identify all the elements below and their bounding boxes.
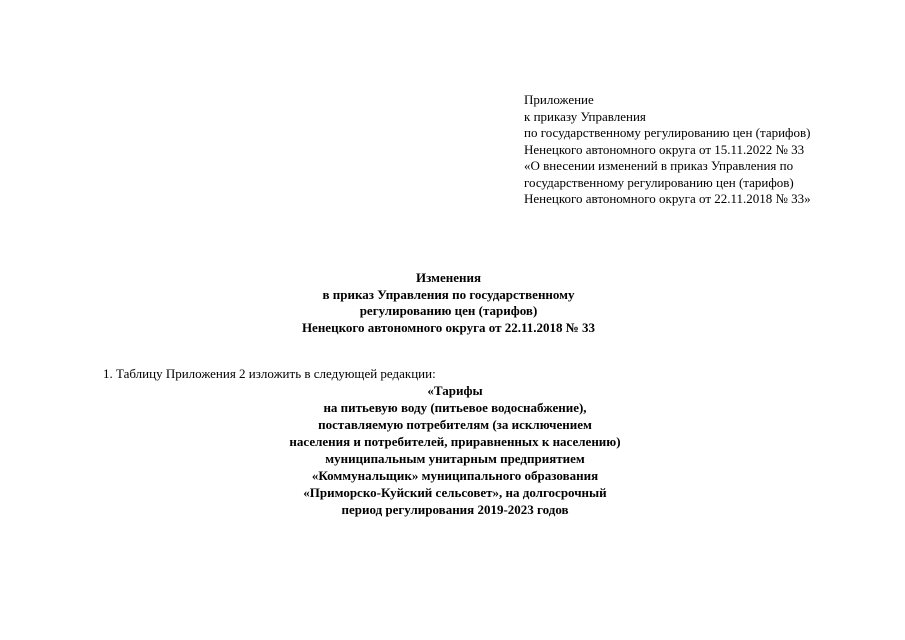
tariff-heading-line: поставляемую потребителям (за исключением <box>318 417 592 432</box>
appendix-line: по государственному регулированию цен (тарифов) <box>524 125 811 140</box>
title-line: регулированию цен (тарифов) <box>359 303 538 318</box>
tariff-heading-line: «Коммунальщик» муниципального образования <box>311 468 599 483</box>
tariff-heading <box>0 382 905 518</box>
numbered-item-1: 1. Таблицу Приложения 2 изложить в следующей редакции: <box>103 366 436 381</box>
title-line: Ненецкого автономного округа от 22.11.2018 № 33 <box>301 319 596 335</box>
tariff-heading-line: муниципальным унитарным предприятием <box>325 451 585 466</box>
tariff-heading-line: на питьевую воду (питьевое водоснабжение), <box>323 400 587 415</box>
appendix-line: к приказу Управления <box>524 108 646 124</box>
appendix-reference <box>524 92 811 208</box>
document-title <box>0 270 905 336</box>
appendix-line: Ненецкого автономного округа от 22.11.2018 № 33» <box>524 191 811 206</box>
tariff-heading-line: «Приморско-Куйский сельсовет», на долгосрочный <box>303 485 607 500</box>
tariff-heading-line: населения и потребителей, приравненных к населению) <box>289 434 621 449</box>
appendix-line: Ненецкого автономного округа от 15.11.2022 № 33 <box>524 141 805 157</box>
tariff-heading-line: «Тарифы <box>427 383 483 398</box>
title-line: Изменения <box>415 270 482 285</box>
appendix-line: государственному регулированию цен (тарифов) <box>524 174 794 190</box>
appendix-line: Приложение <box>524 92 594 107</box>
title-line: в приказ Управления по государственному <box>322 286 575 302</box>
appendix-line: «О внесении изменений в приказ Управления по <box>524 158 794 173</box>
tariff-heading-line: период регулирования 2019-2023 годов <box>341 502 569 517</box>
